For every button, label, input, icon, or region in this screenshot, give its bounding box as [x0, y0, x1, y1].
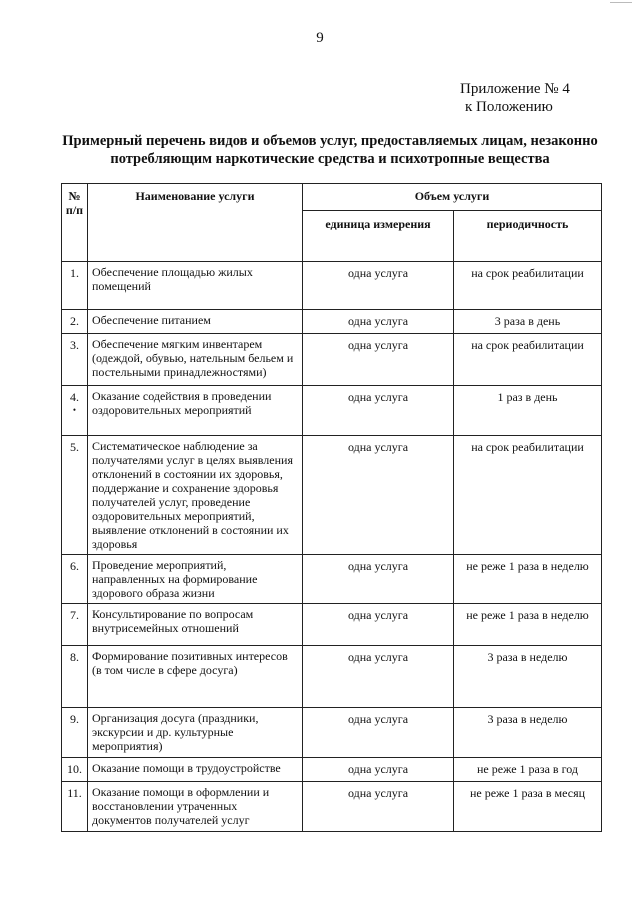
row-periodicity [454, 386, 602, 436]
services-table [61, 183, 602, 832]
row-periodicity-text: не реже 1 раза в неделю [466, 559, 589, 573]
row-service-name [88, 436, 303, 555]
row-unit [303, 758, 454, 782]
row-unit-text: одна услуга [347, 390, 409, 404]
row-periodicity-text: 3 раза в неделю [487, 712, 568, 726]
row-service-name-text: Обеспечение мягким инвентарем (одеждой, обувью, нательным бельем и постельными принадлежностями) [92, 337, 294, 379]
row-periodicity [454, 604, 602, 646]
row-periodicity [454, 758, 602, 782]
table-row [62, 782, 602, 832]
row-number [62, 708, 88, 758]
table-header-row [62, 184, 602, 211]
row-service-name-text: Формирование позитивных интересов (в том числе в сфере досуга) [92, 649, 288, 677]
page-number: 9 [316, 30, 324, 46]
header-periodicity: периодичность [454, 211, 602, 262]
row-unit-text: одна услуга [347, 559, 409, 573]
row-service-name-text: Организация досуга (праздники, экскурсии и др. культурные мероприятия) [92, 711, 259, 753]
scan-dot: • [72, 405, 77, 415]
row-number [62, 334, 88, 386]
row-unit-text: одна услуга [347, 440, 409, 454]
row-number-text: 7. [70, 608, 79, 622]
row-service-name [88, 310, 303, 334]
row-number [62, 604, 88, 646]
row-number-text: 8. [70, 650, 79, 664]
row-number [62, 782, 88, 832]
row-unit-text: одна услуга [347, 712, 409, 726]
row-service-name-text: Систематическое наблюдение за получателями услуг в целях выявления отклонений в состоянии их здоровья, поддержание и сохранение здоровья получателей услуг, проведение оздоровительных мероприятий, выявление отклонений в состоянии их здоровья [92, 439, 293, 551]
table-row [62, 310, 602, 334]
row-service-name-text: Оказание помощи в оформлении и восстановлении утраченных документов получателей услуг [92, 785, 270, 827]
row-unit [303, 262, 454, 310]
header-unit: единица измерения [303, 211, 454, 262]
row-number-text: 5. [70, 440, 79, 454]
row-number [62, 262, 88, 310]
row-service-name [88, 555, 303, 604]
appendix-header [460, 80, 570, 116]
row-unit [303, 646, 454, 708]
row-unit [303, 310, 454, 334]
row-number [62, 386, 88, 436]
row-periodicity [454, 782, 602, 832]
row-number-text: 10. [67, 762, 82, 776]
row-number [62, 758, 88, 782]
table-row [62, 758, 602, 782]
row-service-name [88, 604, 303, 646]
row-number [62, 436, 88, 555]
document-title: Примерный перечень видов и объемов услуг, предоставляемых лицам, незаконно потребляющим наркотические средства и психотропные вещества [62, 133, 598, 167]
header-service-name: Наименование услуги [88, 184, 303, 262]
row-unit-text: одна услуга [347, 338, 409, 352]
row-unit [303, 708, 454, 758]
header-number: № п/п [62, 184, 88, 262]
table-row [62, 604, 602, 646]
row-service-name [88, 262, 303, 310]
row-periodicity-text: не реже 1 раза в месяц [469, 786, 586, 800]
row-unit [303, 334, 454, 386]
row-periodicity [454, 555, 602, 604]
row-unit [303, 555, 454, 604]
table-row [62, 646, 602, 708]
row-number-text: 11. [67, 786, 82, 800]
row-number-text: 4. [70, 390, 79, 404]
row-unit-text: одна услуга [347, 314, 409, 328]
row-unit-text: одна услуга [347, 786, 409, 800]
row-periodicity [454, 262, 602, 310]
appendix-line-1: Приложение № 4 [460, 81, 570, 97]
row-service-name-text: Проведение мероприятий, направленных на формирование здорового образа жизни [92, 558, 258, 600]
row-unit [303, 782, 454, 832]
row-number-text: 9. [70, 712, 79, 726]
row-periodicity-text: 1 раз в день [497, 390, 558, 404]
table-row [62, 386, 602, 436]
row-service-name [88, 386, 303, 436]
row-service-name [88, 758, 303, 782]
row-periodicity-text: не реже 1 раза в неделю [466, 608, 589, 622]
row-service-name [88, 646, 303, 708]
row-periodicity-text: 3 раза в день [494, 314, 561, 328]
row-number-text: 1. [70, 266, 79, 280]
row-periodicity [454, 436, 602, 555]
row-service-name [88, 708, 303, 758]
row-number-text: 3. [70, 338, 79, 352]
row-number-text: 6. [70, 559, 79, 573]
table-row [62, 334, 602, 386]
table-row [62, 436, 602, 555]
row-number [62, 555, 88, 604]
appendix-line-2: к Положению [465, 99, 553, 115]
row-unit [303, 386, 454, 436]
row-unit-text: одна услуга [347, 266, 409, 280]
row-periodicity-text: 3 раза в неделю [487, 650, 568, 664]
row-periodicity-text: не реже 1 раза в год [477, 762, 578, 776]
row-service-name-text: Консультирование по вопросам внутрисемейных отношений [92, 607, 254, 635]
row-periodicity [454, 708, 602, 758]
table-row [62, 262, 602, 310]
row-service-name [88, 334, 303, 386]
row-periodicity-text: на срок реабилитации [471, 266, 584, 280]
row-number [62, 646, 88, 708]
row-service-name-text: Обеспечение площадью жилых помещений [92, 265, 253, 293]
row-unit [303, 604, 454, 646]
row-service-name-text: Оказание помощи в трудоустройстве [92, 761, 281, 775]
table-row [62, 555, 602, 604]
row-unit [303, 436, 454, 555]
row-periodicity-text: на срок реабилитации [471, 440, 584, 454]
row-periodicity [454, 334, 602, 386]
table-row [62, 708, 602, 758]
row-service-name-text: Оказание содействия в проведении оздоровительных мероприятий [92, 389, 272, 417]
row-number [62, 310, 88, 334]
row-unit-text: одна услуга [347, 650, 409, 664]
row-periodicity-text: на срок реабилитации [471, 338, 584, 352]
row-service-name-text: Обеспечение питанием [92, 313, 211, 327]
row-number-text: 2. [70, 314, 79, 328]
scan-mark [610, 2, 632, 3]
row-service-name [88, 782, 303, 832]
row-unit-text: одна услуга [347, 762, 409, 776]
row-periodicity [454, 646, 602, 708]
header-volume: Объем услуги [303, 184, 602, 211]
row-periodicity [454, 310, 602, 334]
row-unit-text: одна услуга [347, 608, 409, 622]
